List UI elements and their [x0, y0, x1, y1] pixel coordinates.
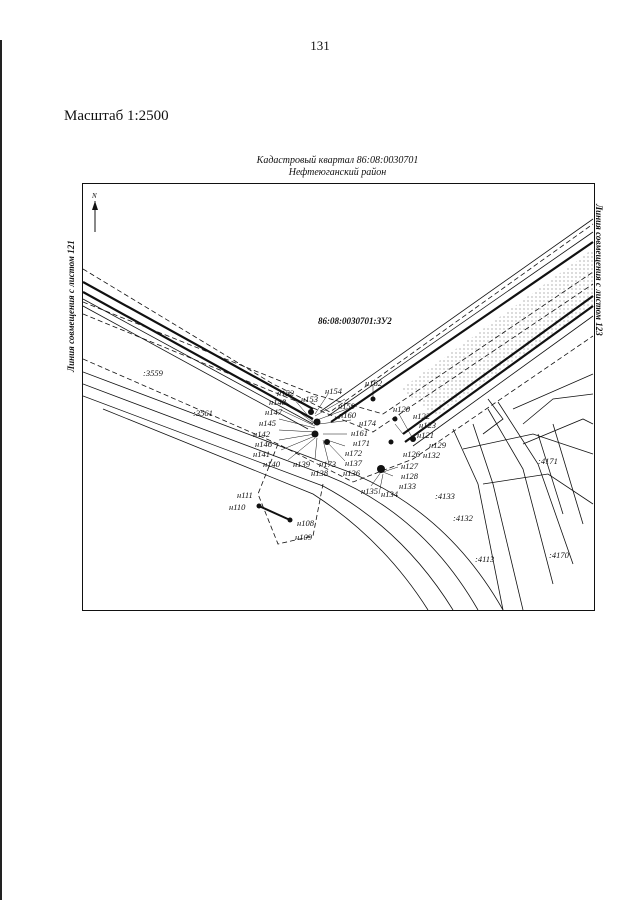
- point-label: н111: [237, 490, 253, 500]
- parcel-area-dotted: [401, 249, 593, 416]
- point-label: н135: [361, 486, 378, 496]
- map-title-district: Нефтеюганский район: [288, 167, 387, 178]
- parcel-label-zu2: 86:08:0030701:ЗУ2: [318, 316, 392, 326]
- parcel-3559: :3559: [143, 368, 163, 378]
- point-label: н128: [401, 471, 418, 481]
- point-label: н161: [351, 428, 368, 438]
- map-title: [82, 155, 593, 179]
- parcel-4132: :4132: [453, 513, 473, 523]
- cadastral-map: [83, 184, 594, 610]
- point-label: н136: [343, 468, 360, 478]
- parcel-4171: :4171: [538, 456, 558, 466]
- point-label: н110: [229, 502, 246, 512]
- point-label: н153: [301, 394, 318, 404]
- point-label: н146: [255, 439, 272, 449]
- parcel-4113: :4113: [475, 554, 495, 564]
- binder-edge: [0, 40, 2, 900]
- point-label: н123: [419, 420, 436, 430]
- point-label: н147: [265, 407, 282, 417]
- scale-label: Масштаб 1:2500: [64, 108, 169, 124]
- point-label: н126: [403, 449, 420, 459]
- parcel-3561: :3561: [193, 408, 213, 418]
- point-label: н138: [311, 468, 328, 478]
- point-label: н122: [413, 411, 430, 421]
- segment-n110-n108: [257, 504, 293, 523]
- point-label: н148: [269, 397, 286, 407]
- point-label: н134: [381, 489, 398, 499]
- point-label: н139: [293, 459, 310, 469]
- map-frame: [82, 183, 595, 611]
- point-label: н172: [345, 448, 362, 458]
- point-label: н174: [359, 418, 376, 428]
- point-label: н142: [253, 429, 270, 439]
- point-label: н121: [417, 430, 434, 440]
- point-label: н132: [423, 450, 440, 460]
- point-label: н140: [263, 459, 280, 469]
- point-label: н133: [399, 481, 416, 491]
- point-label: н120: [393, 404, 410, 414]
- point-label: н171: [353, 438, 370, 448]
- point-label: н145: [259, 418, 276, 428]
- point-label: н109: [295, 532, 312, 542]
- point-label: н141: [253, 449, 270, 459]
- parcel-4170: :4170: [549, 550, 569, 560]
- map-title-quarter: Кадастровый квартал 86:08:0030701: [256, 155, 419, 166]
- corridor-dashed-lines: [83, 224, 593, 544]
- parcel-boundaries-east: [453, 374, 593, 610]
- point-label: н154: [325, 386, 342, 396]
- point-label: н173: [319, 459, 336, 469]
- page-number: 131: [310, 38, 330, 53]
- point-labels: [229, 378, 447, 542]
- point-label: н159: [338, 401, 355, 411]
- point-label: н160: [339, 410, 356, 420]
- point-label: н162: [365, 378, 382, 388]
- point-label: н108: [297, 518, 314, 528]
- side-label-left: Линия совмещения с листом 121: [66, 240, 76, 372]
- point-label: н127: [401, 461, 418, 471]
- north-arrow-icon: [91, 192, 98, 232]
- north-label: N: [92, 192, 97, 200]
- side-label-right: Линия совмещения с листом 123: [594, 204, 604, 336]
- point-label: н152: [277, 388, 294, 398]
- point-label: н137: [345, 458, 362, 468]
- parcel-4133: :4133: [435, 491, 455, 501]
- point-label: н129: [429, 440, 446, 450]
